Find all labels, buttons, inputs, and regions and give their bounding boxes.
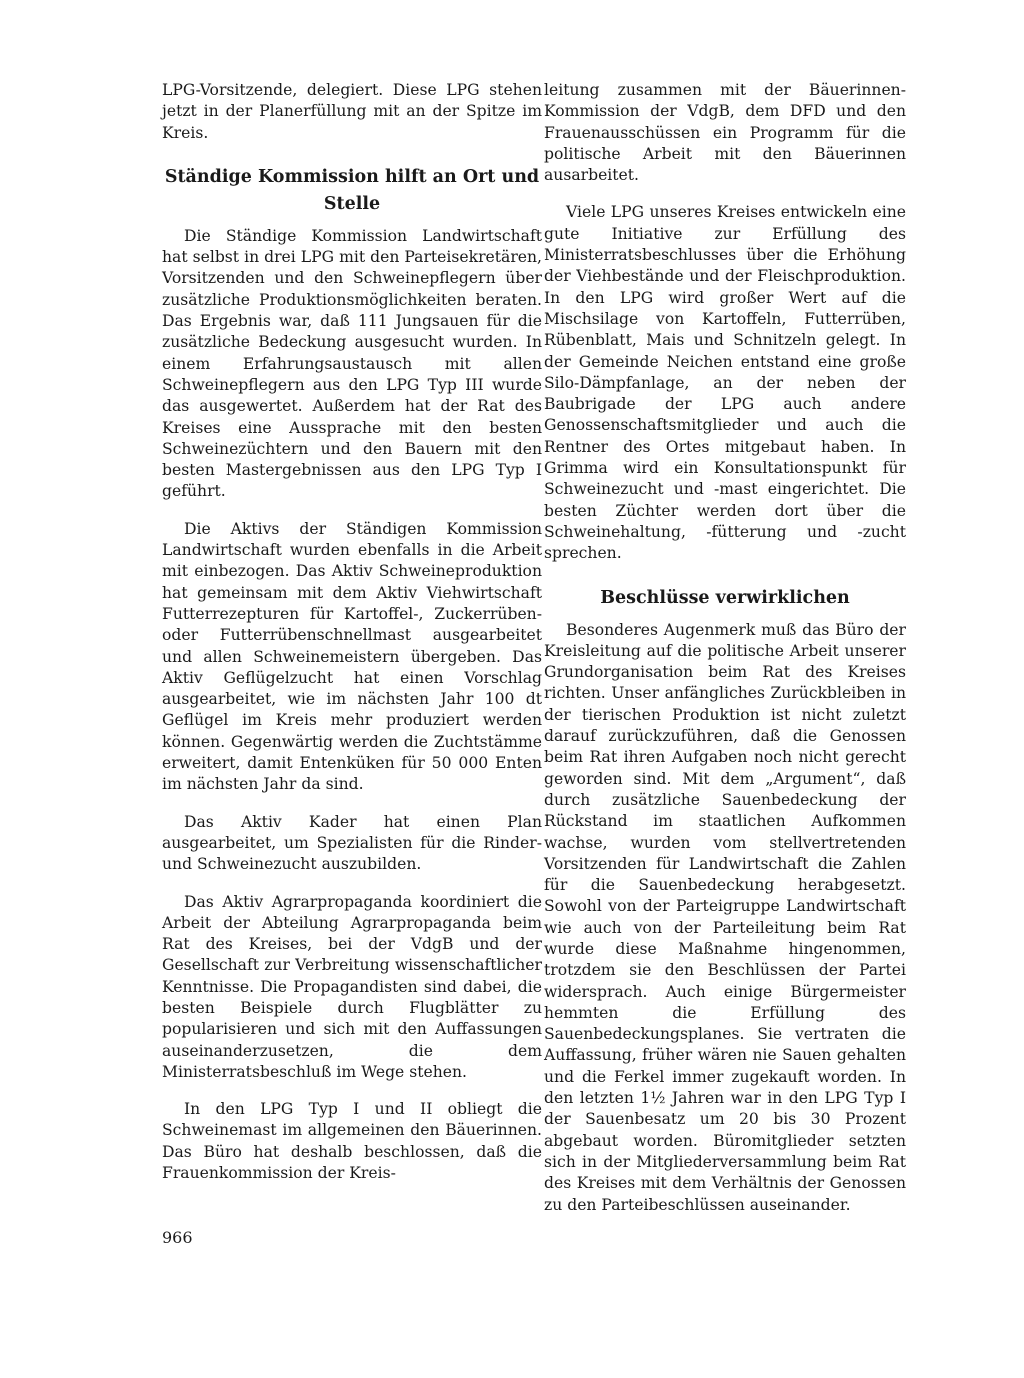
right-column <box>544 80 906 1232</box>
left-column <box>162 80 542 1200</box>
paragraph: leitung zusammen mit der Bäuerinnen-Kommission der VdgB, dem DFD und den Frauenausschüssen ein Programm für die politische Arbeit mit den Bäuerinnen ausarbeitet. <box>544 81 906 185</box>
paragraph: LPG-Vorsitzende, delegiert. Diese LPG stehen jetzt in der Planerfüllung mit an der Spitze im Kreis. <box>162 81 542 142</box>
paragraph: Viele LPG unseres Kreises entwickeln eine gute Initiative zur Erfüllung des Ministerratsbeschlusses über die Erhöhung der Viehbestände und der Fleischproduktion. In den LPG wird großer Wert auf die Mischsilage von Kartoffeln, Futterrüben, Rübenblatt, Mais und Schnitzeln gelegt. In der Gemeinde Neichen entstand eine große Silo-Dämpfanlage, an der neben der Baubrigade der LPG auch andere Genossenschaftsmitglieder und auch die Rentner des Ortes mitgebaut haben. In Grimma wird ein Konsultationspunkt für Schweinezucht und -mast eingerichtet. Die besten Züchter werden dort über die Schweinehaltung, -fütterung und -zucht sprechen. <box>544 203 906 563</box>
page-number: 966 <box>162 1228 193 1247</box>
paragraph: Die Aktivs der Ständigen Kommission Landwirtschaft wurden ebenfalls in die Arbeit mit einbezogen. Das Aktiv Schweineproduktion hat gemeinsam mit dem Aktiv Viehwirtschaft Futterrezepturen für Kartoffel-, Zuckerrüben- oder Futterrübenschnellmast ausgearbeitet und allen Schweinemeistern übergeben. Das Aktiv Geflügelzucht hat einen Vorschlag ausgearbeitet, wie im nächsten Jahr 100 dt Geflügel im Kreis mehr produziert werden können. Gegenwärtig werden die Zuchtstämme erweitert, damit Entenküken für 50 000 Enten im nächsten Jahr da sind. <box>162 519 542 794</box>
paragraph: In den LPG Typ I und II obliegt die Schweinemast im allgemeinen den Bäuerinnen. Das Büro hat deshalb beschlossen, daß die Frauenkommission der Kreis- <box>162 1100 542 1183</box>
section-heading: Beschlüsse verwirklichen <box>600 587 850 608</box>
section-heading: Ständige Kommission hilft an Ort und Stelle <box>164 166 540 214</box>
paragraph: Besonderes Augenmerk muß das Büro der Kreisleitung auf die politische Arbeit unserer Grundorganisation beim Rat des Kreises richten. Unser anfängliches Zurückbleiben in der tierischen Produktion ist nicht zuletzt darauf zurückzuführen, daß die Genossen beim Rat ihren Aufgaben noch nicht gerecht geworden sind. Mit dem „Argument“, daß durch zusätzliche Sauenbedeckung der Rückstand im staatlichen Aufkommen wachse, wurden vom stellvertretenden Vorsitzenden für Landwirtschaft die Zahlen für die Sauenbedeckung herabgesetzt. Sowohl von der Parteigruppe Landwirtschaft wie auch von der Parteileitung beim Rat wurde diese Maßnahme hingenommen, trotzdem sie den Beschlüssen der Partei widersprach. Auch einige Bürgermeister hemmten die Erfüllung des Sauenbedeckungsplanes. Sie vertraten die Auffassung, früher wären nie Sauen gehalten und die Ferkel immer zugekauft worden. In den letzten 1½ Jahren war in den LPG Typ I der Sauenbesatz um 20 bis 30 Prozent abgebaut worden. Büromitglieder setzten sich in der Mitgliederversammlung beim Rat des Kreises mit dem Verhältnis der Genossen zu den Parteibeschlüssen auseinander. <box>544 620 906 1214</box>
paragraph: Das Aktiv Agrarpropaganda koordiniert die Arbeit der Abteilung Agrarpropaganda beim Rat des Kreises, bei der VdgB und der Gesellschaft zur Verbreitung wissenschaftlicher Kenntnisse. Die Propagandisten sind dabei, die besten Beispiele durch Flugblätter zu popularisieren und sich mit den Auffassungen auseinanderzusetzen, die dem Ministerratsbeschluß im Wege stehen. <box>162 892 542 1081</box>
paragraph: Die Ständige Kommission Landwirtschaft hat selbst in drei LPG mit den Parteisekretären, Vorsitzenden und den Schweinepflegern über zusätzliche Produktionsmöglichkeiten beraten. Das Ergebnis war, daß 111 Jungsauen für die zusätzliche Bedeckung ausgesucht wurden. In einem Erfahrungsaustausch mit allen Schweinepflegern aus den LPG Typ III wurde das ausgewertet. Außerdem hat der Rat des Kreises eine Aussprache mit den besten Schweinezüchtern und den Bauern mit den besten Mastergebnissen aus den LPG Typ I geführt. <box>162 226 542 501</box>
paragraph: Das Aktiv Kader hat einen Plan ausgearbeitet, um Spezialisten für die Rinder- und Schweinezucht auszubilden. <box>162 812 542 874</box>
